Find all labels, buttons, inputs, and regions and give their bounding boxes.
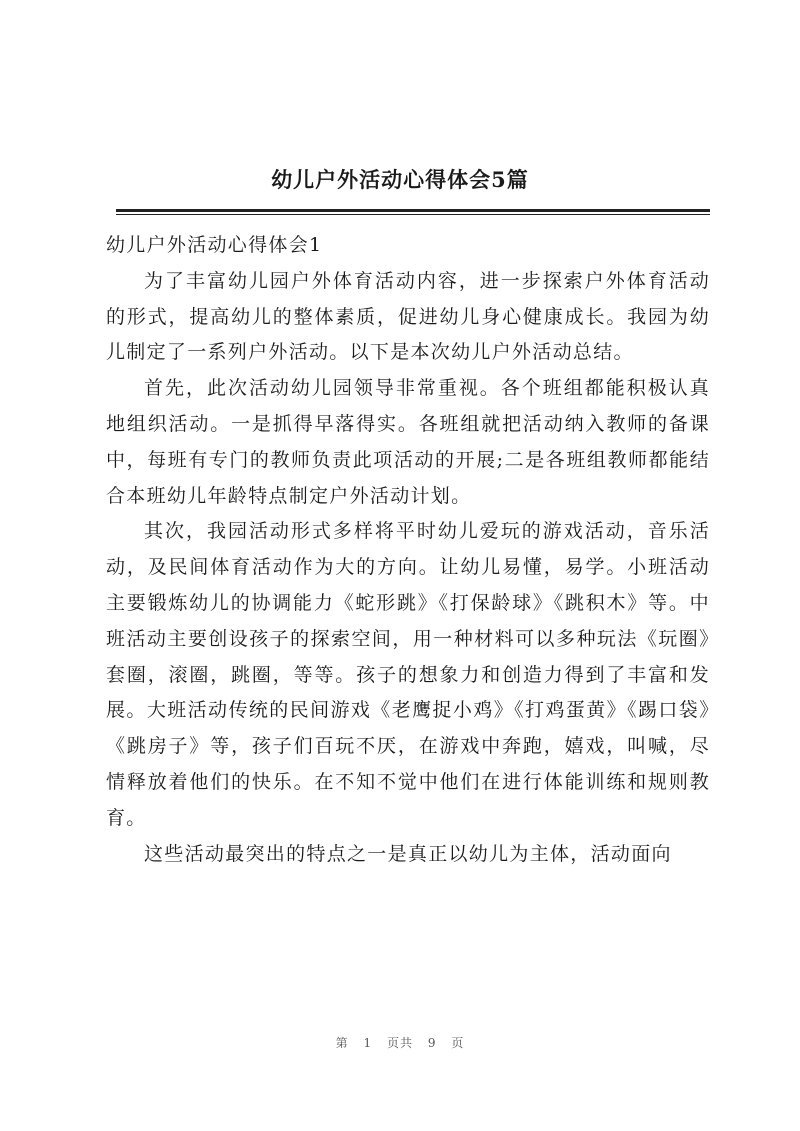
footer-prefix: 第: [335, 1036, 349, 1050]
paragraph: 这些活动最突出的特点之一是真正以幼儿为主体，活动面向: [144, 842, 672, 865]
paragraph: 其次，我园活动形式多样将平时幼儿爱玩的游戏活动，音乐活动，及民间体育活动作为大的方向。让幼儿易懂，易学。小班活动主要锻炼幼儿的协调能力《蛇形跳》《打保龄球》《跳积木》等。中班活动主要创设孩子的探索空间，用一种材料可以多种玩法《玩圈》套圈，滚圈，跳圈，等等。孩子的想象力和创造力得到了丰富和发展。大班活动传统的民间游戏《老鹰捉小鸡》《打鸡蛋黄》《踢口袋》《跳房子》等，孩子们百玩不厌，在游戏中奔跑，嬉戏，叫喊，尽情释放着他们的快乐。在不知不觉中他们在进行体能训练和规则教育。: [106, 520, 710, 829]
title-rule-thin: [116, 214, 710, 215]
section-heading: 幼儿户外活动心得体会1: [106, 234, 323, 256]
document-title: 幼儿户外活动心得体会5篇: [271, 167, 529, 192]
page-footer: [0, 1034, 800, 1051]
paragraph: 首先，此次活动幼儿园领导非常重视。各个班组都能积极认真地组织活动。一是抓得早落得实。各班组就把活动纳入教师的备课中，每班有专门的教师负责此项活动的开展;二是各班组教师都能结合本班幼儿年龄特点制定户外活动计划。: [106, 377, 710, 507]
document-body: [106, 228, 710, 872]
footer-middle: 页共: [386, 1036, 413, 1050]
footer-suffix: 页: [451, 1036, 465, 1050]
footer-page-number: 1: [363, 1036, 373, 1050]
footer-total-pages: 9: [427, 1036, 437, 1050]
title-rule-thick: [116, 209, 710, 212]
paragraph: 为了丰富幼儿园户外体育活动内容，进一步探索户外体育活动的形式，提高幼儿的整体素质，促进幼儿身心健康成长。我园为幼儿制定了一系列户外活动。以下是本次幼儿户外活动总结。: [106, 269, 710, 364]
